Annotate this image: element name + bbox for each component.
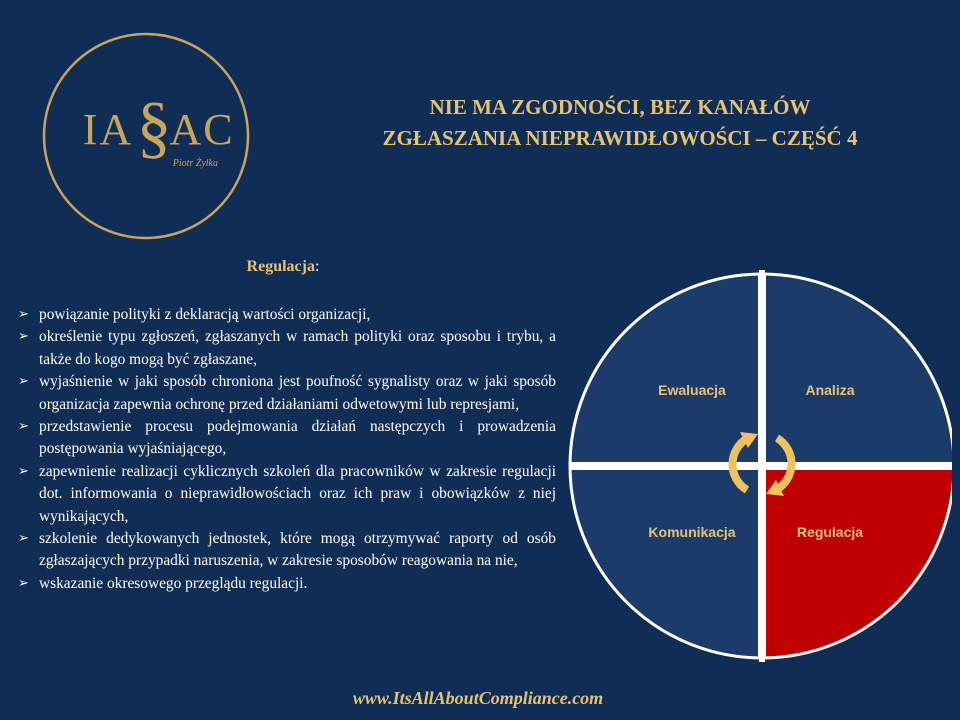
arrow-bullet-icon: ➢ — [18, 575, 29, 591]
arrow-bullet-icon: ➢ — [18, 463, 29, 479]
arrow-bullet-icon: ➢ — [18, 531, 29, 547]
regulation-list — [18, 304, 556, 595]
arrow-bullet-icon: ➢ — [18, 419, 29, 435]
footer-url[interactable]: www.ItsAllAboutCompliance.com — [352, 688, 604, 708]
list-item — [18, 573, 556, 595]
title-line-2: ZGŁASZANIA NIEPRAWIDŁOWOŚCI – CZĘŚĆ 4 — [382, 126, 858, 150]
list-item — [18, 416, 556, 461]
label-ewaluacja: Ewaluacja — [658, 382, 726, 398]
logo-text-right: AC — [169, 105, 235, 154]
list-item-text: zapewnienie realizacji cyklicznych szkoleń dla pracowników w zakresie regulacji dot. informowania o nieprawidłowościach oraz ich praw i obowiązków z niej wynikających, — [39, 462, 556, 525]
cycle-diagram — [566, 266, 952, 666]
list-item-text: określenie typu zgłoszeń, zgłaszanych w ramach polityki oraz sposobu i trybu, a także do kogo mogą być zgłaszane, — [39, 328, 556, 368]
label-analiza: Analiza — [805, 382, 855, 398]
section-heading — [0, 258, 566, 276]
list-item — [18, 461, 556, 528]
logo — [40, 30, 252, 242]
list-item — [18, 304, 556, 326]
quadrant-ewaluacja — [566, 266, 759, 463]
page-title — [300, 92, 940, 154]
title-line-1: NIE MA ZGODNOŚCI, BEZ KANAŁÓW — [429, 95, 811, 119]
logo-text-left: IA — [82, 105, 134, 154]
section-heading-text: Regulacja — [246, 258, 315, 275]
list-item — [18, 326, 556, 371]
list-item-text: szkolenie dedykowanych jednostek, które mogą otrzymywać raporty od osób zgłaszających przypadki naruszenia, w zakresie sposobów reagowania na nie, — [39, 530, 556, 570]
list-item-text: wyjaśnienie w jaki sposób chroniona jest poufność sygnalisty oraz w jaki sposób organizacja zapewnia ochronę przed działaniami odwetowymi lub represjami, — [39, 373, 556, 413]
arrow-bullet-icon: ➢ — [18, 307, 29, 322]
logo-section-symbol: § — [136, 89, 172, 166]
list-item — [18, 371, 556, 416]
label-regulacja: Regulacja — [796, 524, 864, 540]
list-item — [18, 528, 556, 573]
cycle-diagram-svg — [566, 266, 952, 666]
list-item-text: powiązanie polityki z deklaracją wartości organizacji, — [39, 306, 371, 323]
list-item-text: wskazanie okresowego przeglądu regulacji. — [39, 574, 308, 592]
label-komunikacja: Komunikacja — [648, 524, 736, 540]
quadrant-komunikacja — [566, 469, 759, 666]
section-heading-colon: : — [314, 258, 320, 275]
arrow-bullet-icon: ➢ — [18, 374, 29, 390]
logo-ring-icon — [40, 30, 252, 242]
arrow-bullet-icon: ➢ — [18, 329, 29, 345]
list-item-text: przedstawienie procesu podejmowania działań następczych i prowadzenia postępowania wyjaśniającego, — [39, 418, 556, 458]
logo-signature: Piotr Żyłka — [172, 158, 218, 169]
